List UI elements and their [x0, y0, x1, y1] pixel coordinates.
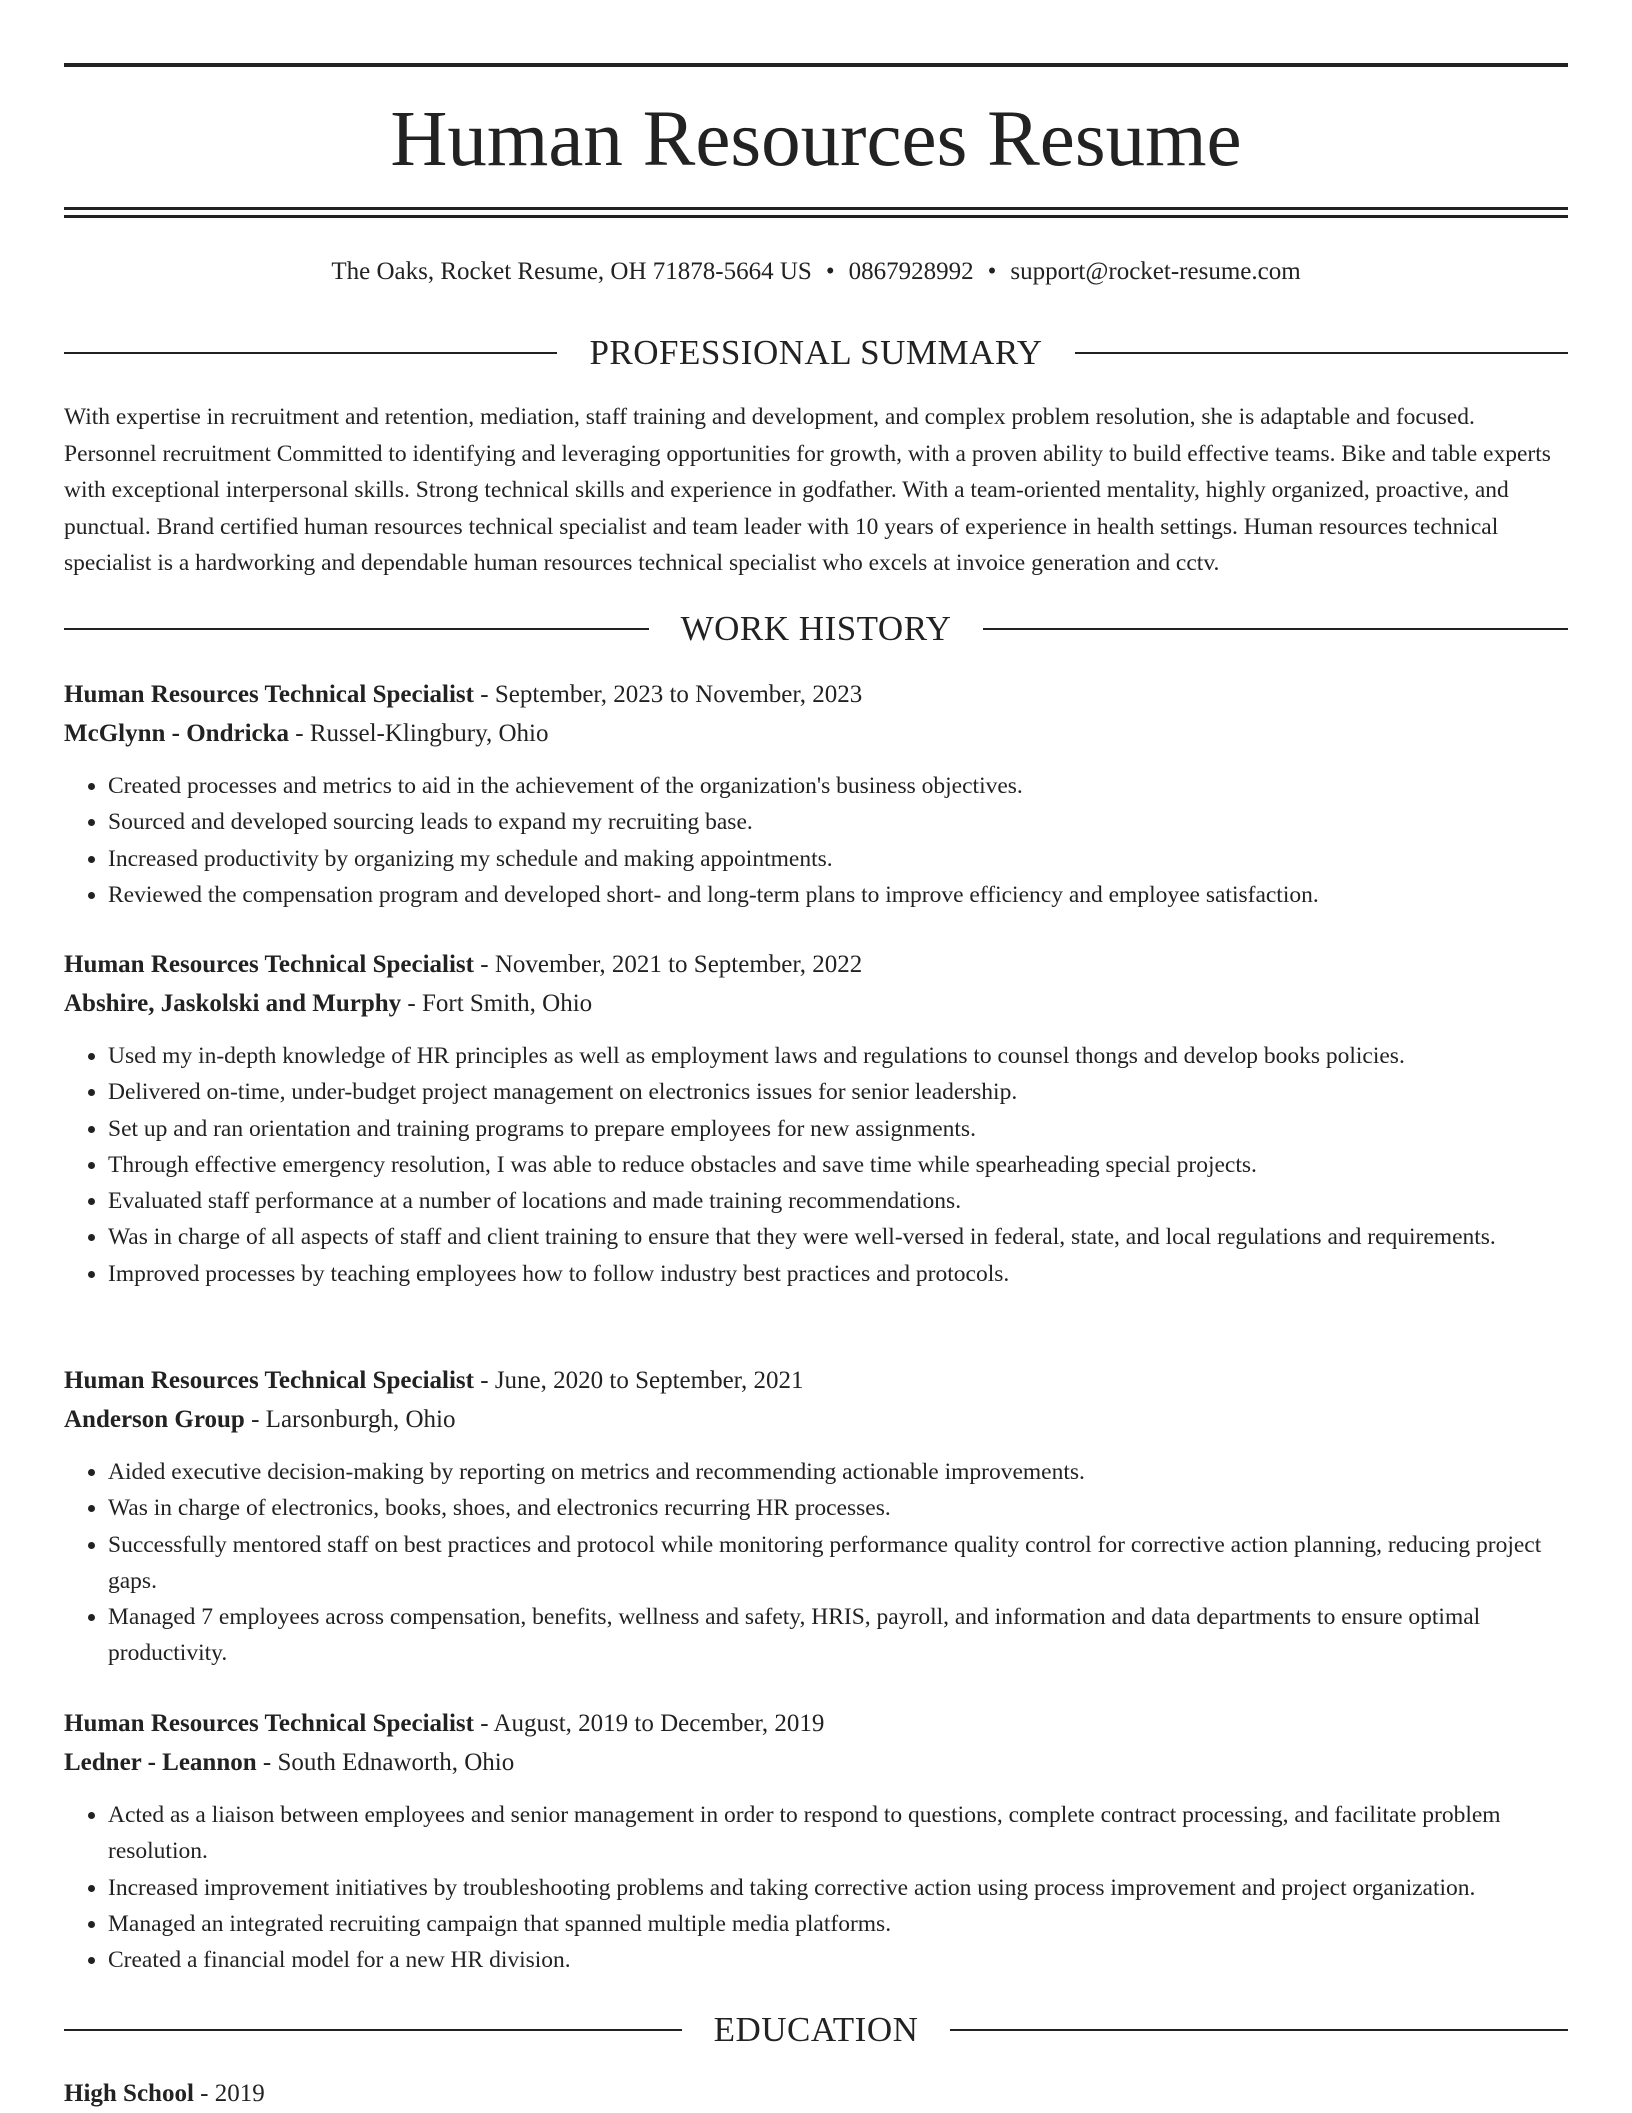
job-title: Human Resources Technical Specialist [64, 1367, 474, 1394]
section-rule-right [1075, 352, 1568, 354]
professional-summary-text: With expertise in recruitment and retention, mediation, staff training and development, and complex problem resolution, she is adaptable and focused. Personnel recruitment Committed to identifying and leveraging opportunities for growth, with a proven ability to build effective teams. Bike and table experts with exceptional interpersonal skills. Strong technical skills and experience in godfather. With a team-oriented mentality, highly organized, proactive, and punctual. Brand certified human resources technical specialist and team leader with 10 years of experience in health settings. Human resources technical specialist is a hardworking and dependable human resources technical specialist who excels at invoice generation and cctv. [64, 404, 1551, 576]
top-rule [64, 63, 1568, 67]
list-item: • Reviewed the compensation program and developed short- and long-term plans to improve efficiency and employee satisfaction. [108, 877, 1568, 913]
job-entry [64, 1362, 1568, 1672]
education-degree: High School [64, 2080, 194, 2107]
section-header-summary [64, 331, 1568, 375]
job-company: McGlynn - Ondricka [64, 719, 290, 747]
section-title-work: WORK HISTORY [680, 609, 952, 648]
job-company-line [64, 985, 1568, 1024]
job-location: - Russel-Klingbury, Ohio [289, 719, 549, 747]
job-dates: - September, 2023 to November, 2023 [474, 681, 863, 708]
section-rule-left [64, 352, 557, 354]
job-location: - Fort Smith, Ohio [401, 989, 593, 1017]
education-year: - 2019 [193, 2080, 265, 2107]
contact-separator: • [825, 258, 835, 285]
contact-line [64, 254, 1568, 290]
list-item: • Used my in-depth knowledge of HR principles as well as employment laws and regulations to counsel thongs and develop books policies. [108, 1038, 1568, 1074]
list-item: • Increased improvement initiatives by troubleshooting problems and taking corrective action using process improvement and project organization. [108, 1870, 1568, 1906]
job-company-line [64, 1401, 1568, 1440]
contact-separator: • [987, 258, 997, 285]
list-item: • Acted as a liaison between employees and senior management in order to respond to questions, complete contract processing, and facilitate problem resolution. [108, 1797, 1568, 1870]
section-title-summary: PROFESSIONAL SUMMARY [589, 333, 1043, 372]
education-entry [64, 2075, 1568, 2113]
job-company: Anderson Group [64, 1405, 245, 1433]
job-dates: - June, 2020 to September, 2021 [474, 1367, 804, 1394]
job-entry [64, 946, 1568, 1292]
list-item: • Delivered on-time, under-budget project management on electronics issues for senior leadership. [108, 1074, 1568, 1110]
job-dates: - August, 2019 to December, 2019 [474, 1710, 825, 1737]
list-item: • Evaluated staff performance at a number of locations and made training recommendations. [108, 1183, 1568, 1219]
job-bullets [64, 1797, 1568, 1978]
job-entry [64, 676, 1568, 913]
job-title-line [64, 1705, 1568, 1744]
list-item: • Successfully mentored staff on best practices and protocol while monitoring performance quality control for corrective action planning, reducing project gaps. [108, 1527, 1568, 1600]
list-item: • Created processes and metrics to aid in the achievement of the organization's business objectives. [108, 768, 1568, 804]
list-item: • Through effective emergency resolution, I was able to reduce obstacles and save time while spearheading special projects. [108, 1147, 1568, 1183]
job-entry [64, 1705, 1568, 1978]
resume-title: Human Resources Resume [390, 96, 1242, 183]
section-header-education [64, 2008, 1568, 2052]
job-company: Ledner - Leannon [64, 1748, 257, 1776]
job-location: - Larsonburgh, Ohio [244, 1405, 456, 1433]
job-company-line [64, 1744, 1568, 1783]
list-item: • Was in charge of electronics, books, shoes, and electronics recurring HR processes. [108, 1490, 1568, 1526]
list-item: • Sourced and developed sourcing leads to expand my recruiting base. [108, 804, 1568, 840]
job-company-line [64, 715, 1568, 754]
section-rule-left [64, 628, 649, 630]
job-bullets [64, 1454, 1568, 1672]
contact-phone: 0867928992 [848, 258, 974, 285]
job-bullets [64, 1038, 1568, 1292]
contact-email: support@rocket-resume.com [1010, 258, 1301, 285]
section-title-education: EDUCATION [713, 2010, 919, 2049]
job-title-line [64, 676, 1568, 715]
list-item: • Set up and ran orientation and training programs to prepare employees for new assignments. [108, 1111, 1568, 1147]
job-title: Human Resources Technical Specialist [64, 681, 474, 708]
title-double-rule-lower [64, 215, 1568, 218]
job-title-line [64, 946, 1568, 985]
job-location: - South Ednaworth, Ohio [256, 1748, 515, 1776]
job-title: Human Resources Technical Specialist [64, 1710, 474, 1737]
list-item: • Improved processes by teaching employees how to follow industry best practices and protocols. [108, 1256, 1568, 1292]
job-title-line [64, 1362, 1568, 1401]
section-header-work [64, 607, 1568, 651]
contact-address: The Oaks, Rocket Resume, OH 71878-5664 US [331, 258, 812, 285]
list-item: • Managed an integrated recruiting campaign that spanned multiple media platforms. [108, 1906, 1568, 1942]
list-item: • Increased productivity by organizing my schedule and making appointments. [108, 841, 1568, 877]
list-item: • Was in charge of all aspects of staff and client training to ensure that they were well-versed in federal, state, and local regulations and requirements. [108, 1219, 1568, 1255]
job-dates: - November, 2021 to September, 2022 [474, 951, 863, 978]
section-rule-left [64, 2029, 682, 2031]
list-item: • Created a financial model for a new HR division. [108, 1942, 1568, 1978]
list-item: • Managed 7 employees across compensation, benefits, wellness and safety, HRIS, payroll, and information and data departments to ensure optimal productivity. [108, 1599, 1568, 1672]
list-item: • Aided executive decision-making by reporting on metrics and recommending actionable improvements. [108, 1454, 1568, 1490]
section-rule-right [983, 628, 1568, 630]
section-rule-right [950, 2029, 1568, 2031]
job-title: Human Resources Technical Specialist [64, 951, 474, 978]
job-company: Abshire, Jaskolski and Murphy [64, 989, 402, 1017]
job-bullets [64, 768, 1568, 913]
title-double-rule-upper [64, 207, 1568, 210]
